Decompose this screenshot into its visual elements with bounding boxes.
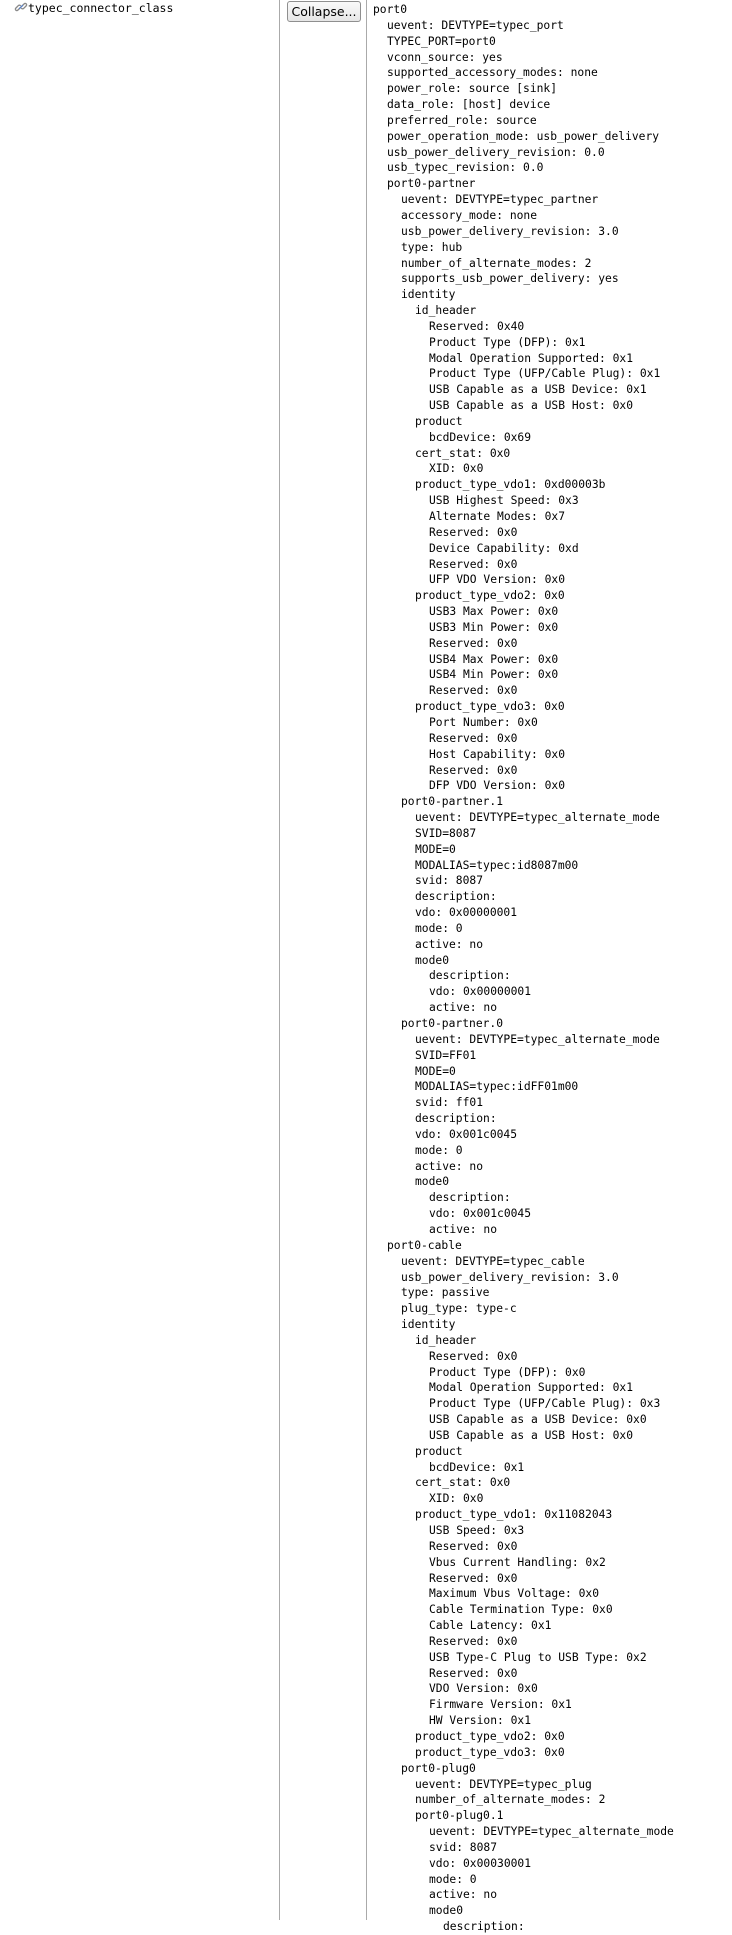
tree-line: cert_stat: 0x0 (415, 1476, 511, 1490)
tree-line: mode: 0 (429, 1872, 477, 1886)
tree-line: uevent: DEVTYPE=typec_alternate_mode (415, 811, 660, 825)
tree-line: type: passive (401, 1286, 490, 1300)
tree-line: power_role: source [sink] (387, 82, 558, 96)
tree-line: Reserved: 0x0 (429, 636, 518, 650)
tree-line: USB Type-C Plug to USB Type: 0x2 (429, 1650, 647, 1664)
tree-line: product_type_vdo1: 0x11082043 (415, 1508, 613, 1522)
tree-line: mode0 (429, 1904, 464, 1918)
collapse-button[interactable]: Collapse... (287, 1, 361, 22)
tree-line: supports_usb_power_delivery: yes (401, 272, 619, 286)
tree-line: mode: 0 (415, 1143, 463, 1157)
tree-line: XID: 0x0 (429, 1492, 484, 1506)
tree-line: bcdDevice: 0x1 (429, 1460, 525, 1474)
tree-line: Product Type (DFP): 0x1 (429, 335, 586, 349)
tree-line: uevent: DEVTYPE=typec_alternate_mode (415, 1032, 660, 1046)
attribute-tree-panel (368, 0, 732, 1934)
tree-line: Cable Termination Type: 0x0 (429, 1603, 613, 1617)
tree-line: Product Type (UFP/Cable Plug): 0x1 (429, 367, 661, 381)
tree-line: number_of_alternate_modes: 2 (415, 1793, 606, 1807)
tree-line: uevent: DEVTYPE=typec_plug (415, 1777, 592, 1791)
tree-line: supported_accessory_modes: none (387, 66, 598, 80)
tree-line: Reserved: 0x0 (429, 684, 518, 698)
tree-line: vdo: 0x00000001 (415, 906, 518, 920)
tree-line: product (415, 414, 463, 428)
tree-line: Reserved: 0x0 (429, 731, 518, 745)
tree-line: plug_type: type-c (401, 1302, 517, 1316)
tree-line: port0 (373, 3, 408, 16)
tree-line: Modal Operation Supported: 0x1 (429, 1381, 634, 1395)
tree-line: USB Capable as a USB Device: 0x0 (429, 1413, 647, 1427)
tree-line: UFP VDO Version: 0x0 (429, 573, 566, 587)
tree-line: uevent: DEVTYPE=typec_port (387, 18, 564, 32)
tree-line: vdo: 0x00000001 (429, 985, 532, 999)
tree-line: active: no (415, 1159, 484, 1173)
tree-line: Reserved: 0x0 (429, 557, 518, 571)
tree-line: active: no (429, 1222, 498, 1236)
tree-line: uevent: DEVTYPE=typec_alternate_mode (429, 1825, 674, 1839)
tree-line: uevent: DEVTYPE=typec_partner (401, 193, 599, 207)
tree-line: mode: 0 (415, 921, 463, 935)
tree-line: Firmware Version: 0x1 (429, 1698, 572, 1712)
tree-line: description: (429, 1191, 511, 1205)
tree-line: port0-plug0.1 (415, 1809, 504, 1823)
tree-line: product_type_vdo1: 0xd00003b (415, 478, 606, 492)
tree-line: HW Version: 0x1 (429, 1714, 532, 1728)
tree-line: MODALIAS=typec:idFF01m00 (415, 1080, 579, 1094)
tree-line: type: hub (401, 240, 463, 254)
link-icon (15, 1, 27, 13)
tree-line: Reserved: 0x0 (429, 525, 518, 539)
tree-line: Cable Latency: 0x1 (429, 1619, 552, 1633)
tree-line: USB Highest Speed: 0x3 (429, 494, 579, 508)
tree-line: description: (429, 969, 511, 983)
tree-line: data_role: [host] device (387, 98, 551, 112)
tree-line: active: no (415, 937, 484, 951)
tree-line: svid: ff01 (415, 1096, 484, 1110)
tree-line: description: (443, 1920, 525, 1934)
tree-line: Reserved: 0x0 (429, 1571, 518, 1585)
tree-line: VDO Version: 0x0 (429, 1682, 538, 1696)
tree-line: vconn_source: yes (387, 50, 503, 64)
tree-line: USB Speed: 0x3 (429, 1524, 525, 1537)
tree-line: Reserved: 0x40 (429, 319, 525, 333)
tree-line: product (415, 1444, 463, 1458)
tree-line: Reserved: 0x0 (429, 1349, 518, 1363)
tree-line: Maximum Vbus Voltage: 0x0 (429, 1587, 600, 1601)
tree-line: Reserved: 0x0 (429, 1634, 518, 1648)
tree-line: product_type_vdo2: 0x0 (415, 1729, 565, 1743)
tree-line: MODALIAS=typec:id8087m00 (415, 858, 579, 872)
tree-line: XID: 0x0 (429, 462, 484, 476)
tree-line: Port Number: 0x0 (429, 715, 538, 729)
tree-line: USB3 Max Power: 0x0 (429, 605, 559, 619)
tree-line: MODE=0 (415, 842, 456, 856)
tree-line: product_type_vdo3: 0x0 (415, 700, 565, 714)
tree-line: product_type_vdo2: 0x0 (415, 589, 565, 603)
tree-line: active: no (429, 1001, 498, 1015)
tree-line: usb_power_delivery_revision: 3.0 (401, 1270, 619, 1284)
tree-line: port0-plug0 (401, 1761, 476, 1775)
tree-line: number_of_alternate_modes: 2 (401, 256, 592, 270)
tree-line: vdo: 0x001c0045 (429, 1207, 532, 1221)
tree-line: Host Capability: 0x0 (429, 747, 566, 761)
tree-line: usb_power_delivery_revision: 0.0 (387, 145, 605, 159)
tree-line: Vbus Current Handling: 0x2 (429, 1555, 606, 1569)
class-link[interactable] (15, 1, 173, 16)
tree-line: Product Type (DFP): 0x0 (429, 1365, 586, 1379)
tree-line: identity (401, 1318, 456, 1332)
tree-line: port0-partner (387, 177, 476, 191)
tree-line: uevent: DEVTYPE=typec_cable (401, 1254, 585, 1268)
tree-line: svid: 8087 (415, 874, 484, 888)
tree-line: Alternate Modes: 0x7 (429, 510, 566, 523)
tree-line: description: (415, 1112, 497, 1126)
tree-line: USB Capable as a USB Host: 0x0 (429, 1428, 634, 1442)
class-name-column (0, 0, 280, 1920)
class-link-label[interactable]: typec_connector_class (28, 1, 174, 15)
tree-line: id_header (415, 304, 477, 318)
tree-line: power_operation_mode: usb_power_delivery (387, 129, 660, 143)
tree-line: accessory_mode: none (401, 208, 538, 222)
tree-line: usb_typec_revision: 0.0 (387, 161, 544, 175)
tree-line: port0-partner.1 (401, 795, 504, 809)
tree-line: USB Capable as a USB Device: 0x1 (429, 383, 647, 397)
tree-line: USB4 Max Power: 0x0 (429, 652, 559, 666)
tree-line: description: (415, 890, 497, 904)
tree-line: identity (401, 288, 456, 302)
tree-line: USB3 Min Power: 0x0 (429, 620, 559, 634)
tree-line: usb_power_delivery_revision: 3.0 (401, 224, 619, 238)
tree-line: Reserved: 0x0 (429, 1666, 518, 1680)
tree-line: MODE=0 (415, 1064, 456, 1078)
tree-line: product_type_vdo3: 0x0 (415, 1745, 565, 1759)
tree-line: mode0 (415, 953, 450, 967)
tree-line: svid: 8087 (429, 1840, 498, 1854)
action-column (281, 0, 367, 1920)
tree-line: USB4 Min Power: 0x0 (429, 668, 559, 682)
tree-line: preferred_role: source (387, 113, 537, 127)
tree-line: bcdDevice: 0x69 (429, 430, 532, 444)
tree-line: SVID=8087 (415, 826, 477, 840)
tree-line: vdo: 0x001c0045 (415, 1127, 518, 1141)
attribute-tree (373, 2, 674, 1935)
tree-line: mode0 (415, 1175, 450, 1189)
tree-line: TYPEC_PORT=port0 (387, 34, 496, 48)
tree-line: vdo: 0x00030001 (429, 1856, 532, 1870)
tree-line: Product Type (UFP/Cable Plug): 0x3 (429, 1397, 661, 1411)
tree-line: Modal Operation Supported: 0x1 (429, 351, 634, 365)
tree-line: port0-cable (387, 1238, 462, 1252)
tree-line: DFP VDO Version: 0x0 (429, 779, 566, 793)
tree-line: Reserved: 0x0 (429, 763, 518, 777)
tree-line: active: no (429, 1888, 498, 1902)
tree-line: Reserved: 0x0 (429, 1539, 518, 1553)
tree-line: USB Capable as a USB Host: 0x0 (429, 399, 634, 413)
tree-line: port0-partner.0 (401, 1017, 504, 1030)
tree-line: SVID=FF01 (415, 1048, 477, 1062)
tree-line: cert_stat: 0x0 (415, 446, 511, 460)
tree-line: Device Capability: 0xd (429, 541, 579, 555)
tree-line: id_header (415, 1333, 477, 1347)
